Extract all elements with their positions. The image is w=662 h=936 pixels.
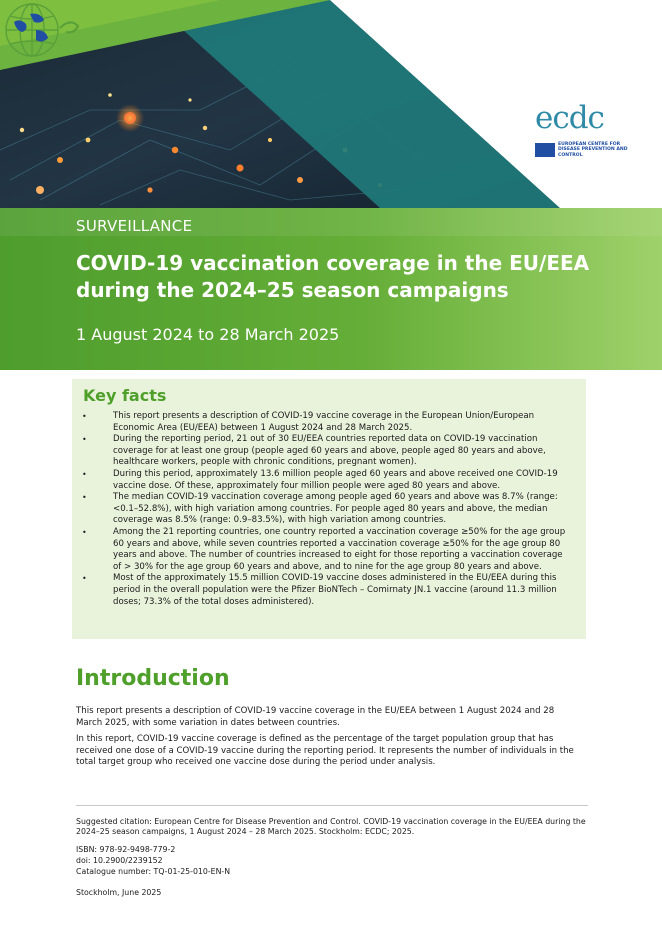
cover-image [0, 0, 662, 208]
ecdc-logo-subtitle: EUROPEAN CENTRE FOR DISEASE PREVENTION AND CONTROL [558, 142, 628, 158]
key-fact-item: • This report presents a description of COVID-19 vaccine coverage in the European Union/European Economic Area (EU/EEA) between 1 August 2024 and 28 March 2025. [82, 411, 535, 433]
footer-divider [76, 805, 588, 806]
key-fact-item: • The median COVID-19 vaccination coverage among people aged 60 years and above was 8.7% (range: <0.1–52.8%), with high variation among countries. For people aged 80 years and above, the median coverage was 8.5% (range: 0.9–83.5%), with high variation among countries. [82, 492, 558, 526]
publication-place-date: Stockholm, June 2025 [76, 888, 162, 897]
bullet-icon: • [82, 527, 87, 537]
key-fact-item: • Most of the approximately 15.5 million COVID-19 vaccine doses administered in the EU/EEA during this period in the overall population were the Pfizer BioNTech – Comirnaty JN.1 vaccine (around 11.3 million doses; 73.3% of the total doses administered). [82, 573, 557, 607]
suggested-citation: Suggested citation: European Centre for Disease Prevention and Control. COVID-19 vaccination coverage in the EU/EEA during the 2024–25 season campaigns, 1 August 2024 – 28 March 2025. Stockholm: ECDC; 2025. [76, 817, 586, 837]
bullet-icon: • [82, 574, 87, 584]
key-facts-box [72, 379, 586, 639]
bullet-icon: • [82, 493, 87, 503]
ecdc-globe-logo [0, 0, 110, 100]
doi: doi: 10.2900/2239152 [76, 856, 163, 865]
bullet-icon: • [82, 435, 87, 445]
bullet-icon: • [82, 469, 87, 479]
introduction-paragraph: In this report, COVID-19 vaccine coverage is defined as the percentage of the target population group that has received one dose of a COVID-19 vaccine during the reporting period. It represents the number of individuals in the total target group who received one vaccine dose during the period under analysis. [76, 734, 574, 768]
isbn: ISBN: 978-92-9498-779-2 [76, 845, 176, 854]
key-fact-item: • During the reporting period, 21 out of 30 EU/EEA countries reported data on COVID-19 vaccination coverage for at least one group (people aged 60 years and above, people aged 80 years and above, healthcare workers, people with chronic conditions, pregnant women). [82, 434, 546, 468]
introduction-paragraph: This report presents a description of COVID-19 vaccine coverage in the EU/EEA between 1 August 2024 and 28 March 2025, with some variation in dates between countries. [76, 706, 555, 728]
title-band [0, 208, 662, 370]
key-facts-list [72, 411, 572, 608]
bullet-icon: • [82, 412, 87, 421]
reporting-period: 1 August 2024 to 28 March 2025 [76, 325, 340, 344]
document-title: COVID-19 vaccination coverage in the EU/EEA during the 2024–25 season campaigns [76, 251, 590, 302]
catalogue-number: Catalogue number: TQ-01-25-010-EN-N [76, 867, 231, 876]
introduction-heading: Introduction [76, 666, 230, 691]
category-label: SURVEILLANCE [76, 217, 193, 235]
key-fact-item: • During this period, approximately 13.6 million people aged 60 years and above received one COVID-19 vaccine dose. Of these, approximately four million people were aged 80 years and above. [82, 468, 558, 491]
ecdc-logo-wordmark: ecdc [535, 100, 604, 136]
eu-flag-icon [535, 143, 555, 157]
key-fact-item: • Among the 21 reporting countries, one country reported a vaccination coverage ≥50% for the age group 60 years and above, while seven countries reported a vaccination coverage ≥50% for the age group 80 years and above. The number of countries increased to eight for those reporting a vaccination coverage of > 30% for the age group 60 years and above, and to nine for the age group 80 years and above. [82, 526, 566, 572]
key-facts-heading: Key facts [83, 386, 167, 405]
